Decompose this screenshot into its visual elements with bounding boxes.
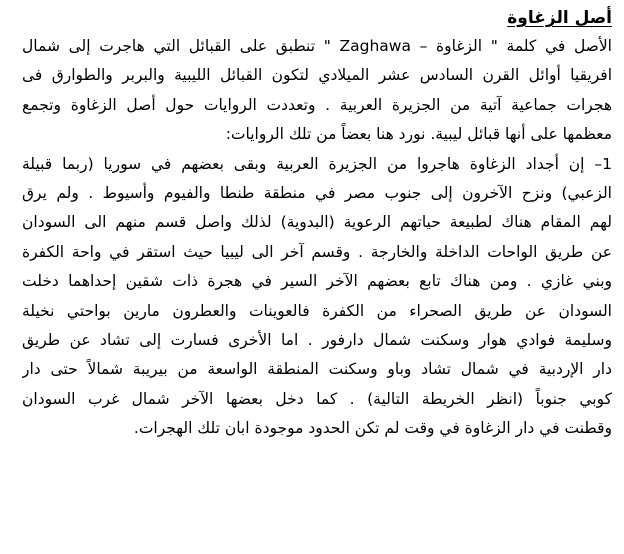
body-text [22,32,612,443]
text-line: لهم المقام هناك لطبيعة حياتهم الرعوية (البدوية) لذلك واصل قسم منهم الى السودان [22,213,612,232]
text-line: هجرات جماعية آتية من الجزيرة العربية . وتعددت الروايات حول أصل الزغاوة وتجمع [22,95,612,114]
text-line: معظمها على أنها قبائل ليبية. نورد هنا بعضاً من تلك الروايات: [225,125,612,144]
text-line: السودان عن طريق الصحراء من الكفرة فالعوينات والعطرون مارين بواحتي نخيلة [22,301,612,320]
text-line: وبني غازي . ومن هناك تابع بعضهم الآخر السير في هجرة ذات شقين إحداهما دخلت [22,272,612,291]
section-heading: أصل الزغاوة [507,8,612,28]
text-line: الأصل في كلمة " الزغاوة – Zaghawa " تنطبق على القبائل التي هاجرت إلى شمال [22,37,612,55]
text-line: كوبي جنوباً (انظر الخريطة التالية) . كما دخل بعضها الآخر شمال غرب السودان [22,389,612,408]
text-line: دار الإردبية في شمال تشاد وباو وسكنت المنطقة الواسعة من بيريبة شمالاً حتى دار [22,360,612,379]
text-line: 1– إن أجداد الزغاوة هاجروا من الجزيرة العربية وبقى بعضهم في سوريا (ربما قبيلة [22,154,612,173]
text-line: عن طريق الواحات الداخلة والخارجة . وقسم آخر الى ليبيا حيث استقر في واحة الكفرة [22,242,612,261]
text-line: وقطنت في دار الزغاوة في وقت لم تكن الحدود موجودة ابان تلك الهجرات. [133,419,612,438]
text-line: افريقيا أوائل القرن السادس عشر الميلادي لتكون القبائل الليبية والبربر والطوارق فى [22,66,612,85]
text-line: الزعبي) ونزح الآخرون إلى جنوب مصر في منطقة طنطا والفيوم وأسيوط . ولم يرق [22,183,612,202]
text-line: وسليمة فوادي هوار وسكنت شمال دارفور . اما الأخرى فسارت إلى تشاد عن طريق [22,330,612,349]
document-page [22,4,612,443]
